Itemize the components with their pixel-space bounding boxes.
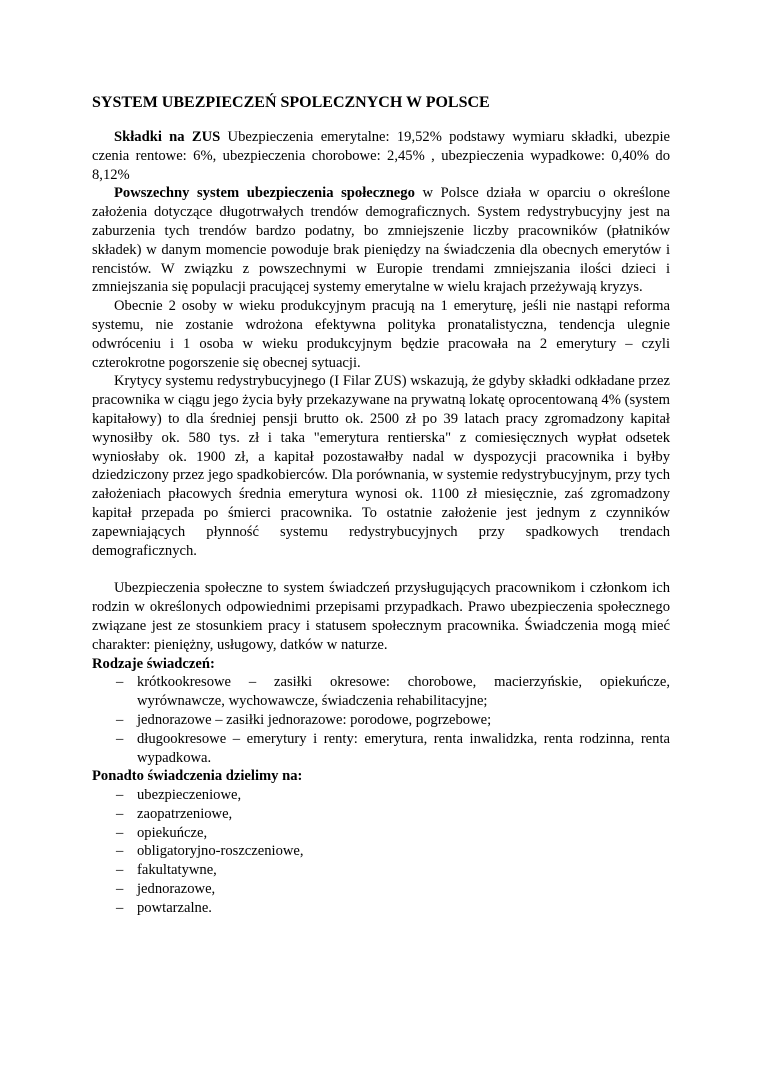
list-item-text: krótkookresowe – zasiłki okresowe: chorobowe, macierzyńskie, opiekuńcze, wyrównawcze, wychowawcze, świadczenia rehabilitacyjne; (137, 674, 670, 710)
dash-bullet: – (116, 824, 124, 841)
paragraph-text: Ubezpieczenia emerytalne: 19,52% podstawy wymiaru składki, ubezpie czenia rentowe: 6%, ubezpieczenia chorobowe: 2,45% , ubezpieczenia wypadkowe: 0,40% do 8,12% (92, 129, 670, 183)
dash-bullet: – (116, 674, 124, 691)
list-item (92, 842, 670, 861)
dash-bullet: – (116, 730, 124, 747)
dash-bullet: – (116, 862, 124, 879)
list-item-text: opiekuńcze, (137, 824, 208, 841)
list-item-text: powtarzalne. (137, 899, 212, 916)
dash-bullet: – (116, 805, 124, 822)
list-item (92, 899, 670, 918)
list-item (92, 805, 670, 824)
list-item (92, 824, 670, 843)
dash-bullet: – (116, 899, 124, 916)
list-item (92, 786, 670, 805)
list-item-text: długookresowe – emerytury i renty: emerytura, renta inwalidzka, renta rodzinna, renta wypadkowa. (137, 730, 670, 766)
dash-bullet: – (116, 881, 124, 898)
list-item (92, 711, 670, 730)
list-item (92, 861, 670, 880)
paragraph-krytycy: Krytycy systemu redystrybucyjnego (I Filar ZUS) wskazują, że gdyby składki odkładane przez pracownika w ciągu jego życia były przekazywane na prywatną lokatę oprocentowaną 4% (system kapitałowy) to dla średniej pensji brutto ok. 2500 zł po 39 latach pracy zgromadzony kapitał wynosiłby ok. 580 tys. zł i taka "emerytura rentierska" z comiesięcznych wypłat odsetek wyniosłaby ok. 1900 zł, a kapitał pozostawałby nadal w dyspozycji pracownika i byłby dziedziczony przez jego spadkobierców. Dla porównania, w systemie redystrybucyjnym, przy tych założeniach płacowych średnia emerytura wynosi ok. 1100 zł miesięcznie, zaś zgromadzony kapitał przepada po śmierci pracownika. To ostatnie założenie jest jednym z czynników zapewniających płynność systemu redystrybucyjnych przy spadkowych trendach demograficznych. (92, 373, 670, 559)
dash-bullet: – (116, 843, 124, 860)
paragraph-text: w Polsce działa w oparciu o określone założenia dotyczące długotrwałych trendów demograficznych. System redystrybucyjny jest na zaburzenia tych trendów bardzo podatny, bo zmniejszenie liczby pracowników (płatników składek) w danym momencie powoduje brak pieniędzy na świadczenia dla obecnych emerytów i rencistów. W związku z powszechnymi w Europie trendami zmniejszania ilości dzieci i zmniejszania się populacji pracującej systemy emerytalne w wielu krajach przeżywają kryzys. (92, 185, 670, 296)
document-body (92, 128, 670, 918)
paragraph-ubezpieczenia-spoleczne: Ubezpieczenia społeczne to system świadczeń przysługujących pracownikom i członkom ich rodzin w określonych odpowiednimi przepisami przypadkach. Prawo ubezpieczenia społecznego związane jest ze stosunkiem pracy i statusem społecznym pracownika. Świadczenia mogą mieć charakter: pieniężny, usługowy, datków w naturze. (92, 580, 670, 653)
dash-bullet: – (116, 787, 124, 804)
document-title: SYSTEM UBEZPIECZEŃ SPOLECZNYCH W POLSCE (92, 94, 490, 111)
list-item (92, 730, 670, 768)
list-item (92, 880, 670, 899)
list-item-text: jednorazowe, (137, 881, 216, 898)
list-podzial-swiadczen (92, 786, 670, 918)
dash-bullet: – (116, 711, 124, 728)
paragraph-skladki (92, 128, 670, 184)
paragraph-lead: Powszechny system ubezpieczenia społecznego (114, 185, 415, 202)
paragraph-lead: Składki na ZUS (114, 129, 221, 145)
heading-ponadto: Ponadto świadczenia dzielimy na: (92, 768, 303, 785)
list-item-text: obligatoryjno-roszczeniowe, (137, 843, 304, 860)
list-item-text: jednorazowe – zasiłki jednorazowe: porodowe, pogrzebowe; (137, 711, 492, 728)
list-item-text: zaopatrzeniowe, (137, 805, 233, 822)
list-item-text: ubezpieczeniowe, (137, 787, 242, 804)
list-rodzaje-swiadczen (92, 673, 670, 767)
list-item (92, 673, 670, 711)
heading-rodzaje-swiadczen: Rodzaje świadczeń: (92, 655, 215, 672)
paragraph-powszechny-system (92, 184, 670, 297)
paragraph-obecnie: Obecnie 2 osoby w wieku produkcyjnym pracują na 1 emeryturę, jeśli nie nastąpi reforma systemu, nie zostanie wdrożona efektywna polityka pronatalistyczna, tendencja ulegnie odwróceniu i 1 osoba w wieku produkcyjnym będzie pracowała na 2 emerytury – czyli czterokrotne pogorszenie się obecnej sytuacji. (92, 298, 670, 371)
list-item-text: fakultatywne, (137, 862, 217, 879)
